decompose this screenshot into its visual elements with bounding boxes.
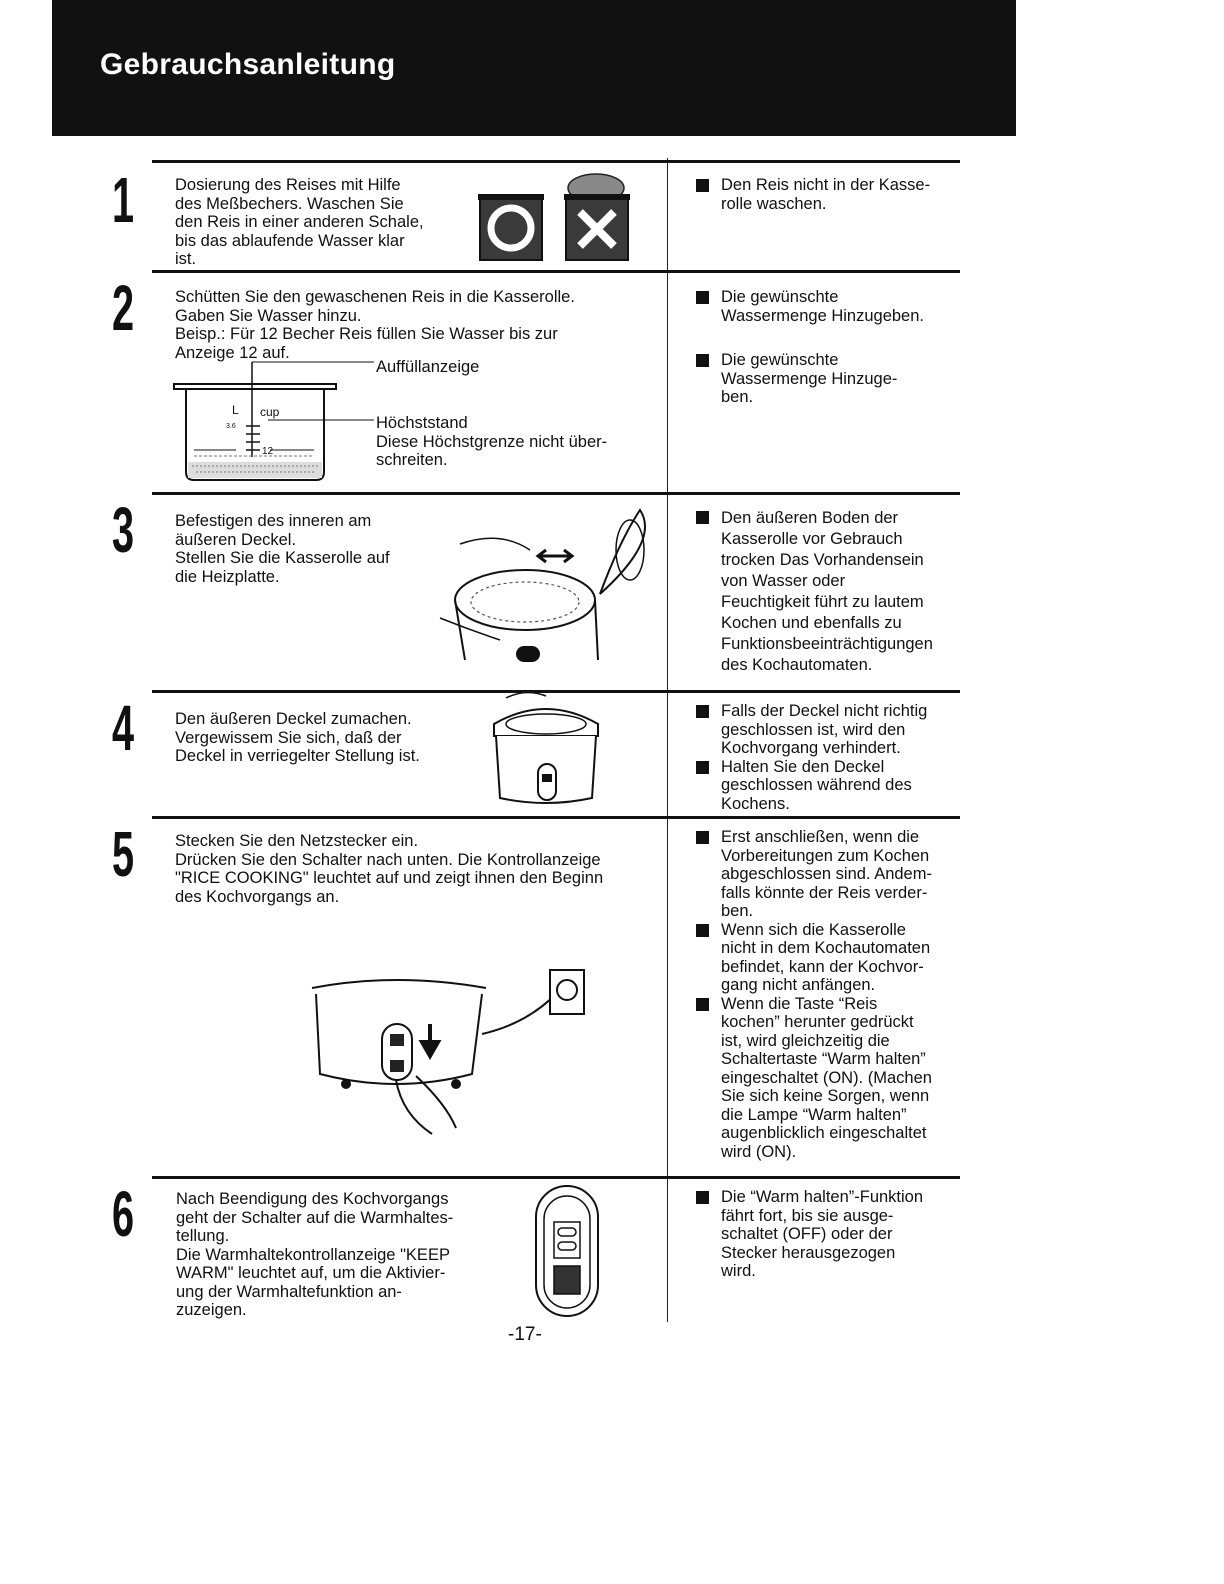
measuring-scale-illustration <box>174 362 374 486</box>
note-item: Erst anschließen, wenn die Vorbereitungen zum Kochen abgeschlossen sind. Andem- falls könnte der Reis verder- ben. <box>696 828 960 921</box>
rice-cooker-closed-illustration <box>476 694 616 810</box>
step-5-notes <box>696 828 960 1161</box>
note-item: Halten Sie den Deckel geschlossen während des Kochens. <box>696 758 960 814</box>
note-item: Die gewünschte Wassermenge Hinzugeben. <box>696 288 960 325</box>
header-bar <box>52 0 1016 136</box>
switch-panel-illustration <box>530 1182 606 1322</box>
step-number-6: 6 <box>112 1178 135 1250</box>
note-item: Falls der Deckel nicht richtig geschlossen ist, wird den Kochvorgang verhindert. <box>696 702 960 758</box>
rice-wash-illustration <box>478 170 648 266</box>
column-divider <box>667 158 668 1322</box>
step-2-notes <box>696 288 960 407</box>
step-4-notes <box>696 702 960 813</box>
note-item: Wenn sich die Kasserolle nicht in dem Kochautomaten befindet, kann der Kochvor- gang nicht anfängen. <box>696 921 960 995</box>
step-4-rule <box>152 690 960 693</box>
page-number: -17- <box>508 1324 542 1345</box>
rice-cooker-open-illustration <box>440 500 660 666</box>
step-6-text: Nach Beendigung des Kochvorgangs geht der Schalter auf die Warmhaltes- tellung. Die Warmhaltekontrollanzeige "KEEP WARM" leuchtet auf, um die Aktivier- ung der Warmhaltefunktion an- zuzeigen. <box>176 1190 454 1319</box>
plug-and-switch-illustration <box>306 964 594 1144</box>
scale-label-12: 12 <box>262 446 274 457</box>
step-number-5: 5 <box>112 818 135 890</box>
step-3-text: Befestigen des inneren am äußeren Deckel. Stellen Sie die Kasserolle auf die Heizplatte. <box>175 512 390 586</box>
note-item: Wenn die Taste “Reis kochen” herunter gedrückt ist, wird gleichzeitig die Schaltertaste “Warm halten” eingeschaltet (ON). (Machen Sie sich keine Sorgen, wenn die Lampe “Warm halten” augenblicklich eingeschaltet wird (ON). <box>696 995 960 1162</box>
note-item: Den Reis nicht in der Kasse- rolle waschen. <box>696 176 960 213</box>
rice-bowl-wrong-icon <box>564 174 630 260</box>
rice-bowl-correct-icon <box>478 194 544 260</box>
page-title: Gebrauchsanleitung <box>100 48 396 81</box>
step-3-rule <box>152 492 960 495</box>
step-number-1: 1 <box>112 164 135 236</box>
scale-label-l: L <box>232 403 239 417</box>
note-item: Die “Warm halten”-Funktion fährt fort, bis sie ausge- schaltet (OFF) oder der Stecker herausgezogen wird. <box>696 1188 960 1281</box>
note-item: Die gewünschte Wassermenge Hinzuge- ben. <box>696 351 960 407</box>
scale-label-cup: cup <box>260 405 280 419</box>
step-number-2: 2 <box>112 272 135 344</box>
step-number-4: 4 <box>112 692 135 764</box>
step-2-rule <box>152 270 960 273</box>
step-1-rule <box>152 160 960 163</box>
step-number-3: 3 <box>112 494 135 566</box>
note-item: Den äußeren Boden der Kasserolle vor Gebrauch trocken Das Vorhandensein von Wasser oder Feuchtigkeit führt zu lautem Kochen und ebenfalls zu Funktionsbeeinträchtigungen des Kochautomaten. <box>696 508 960 676</box>
step-6-notes <box>696 1188 960 1281</box>
scale-label-36: 3.6 <box>226 423 236 430</box>
step-5-text: Stecken Sie den Netzstecker ein. Drücken Sie den Schalter nach unten. Die Kontrollanzeige "RICE COOKING" leuchtet auf und zeigt ihnen den Beginn des Kochvorgangs an. <box>175 832 604 906</box>
step-1-notes <box>696 176 960 213</box>
fill-mark-label: Auffüllanzeige <box>376 358 480 376</box>
max-level-label: Höchststand Diese Höchstgrenze nicht über- schreiten. <box>376 414 608 469</box>
step-4-text: Den äußeren Deckel zumachen. Vergewissem Sie sich, daß der Deckel in verriegelter Stellung ist. <box>175 710 420 765</box>
step-6-rule <box>152 1176 960 1179</box>
step-5-rule <box>152 816 960 819</box>
step-2-text: Schütten Sie den gewaschenen Reis in die Kasserolle. Gaben Sie Wasser hinzu. Beisp.: Für 12 Becher Reis füllen Sie Wasser bis zur Anzeige 12 auf. <box>175 288 575 362</box>
step-1-text: Dosierung des Reises mit Hilfe des Meßbechers. Waschen Sie den Reis in einer anderen Schale, bis das ablaufende Wasser klar ist. <box>175 176 424 268</box>
step-3-notes <box>696 508 960 676</box>
